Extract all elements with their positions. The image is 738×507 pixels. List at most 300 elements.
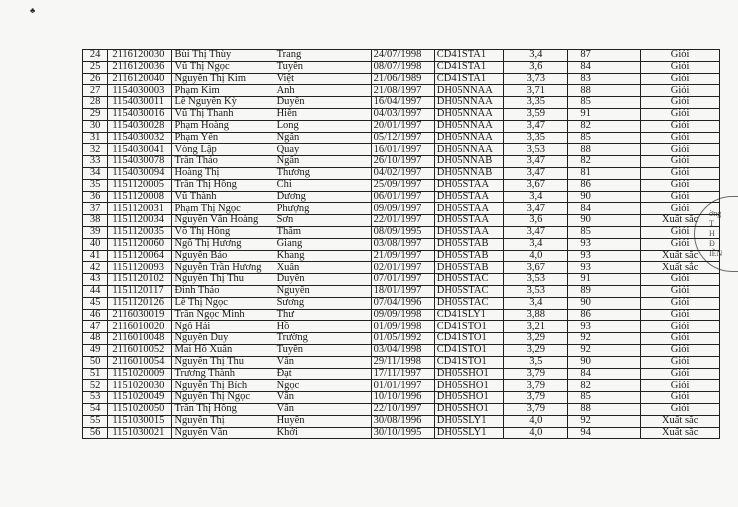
ranking-cell: Giỏi <box>641 108 720 120</box>
table-row <box>83 368 720 380</box>
date-of-birth-cell: 20/01/1997 <box>371 120 434 132</box>
student-id-cell: 1151120035 <box>108 226 172 238</box>
last-middle-name-cell: Vũ Thị Ngọc <box>172 61 275 73</box>
conduct-score-cell: 85 <box>568 132 641 144</box>
last-middle-name-cell: Lê Nguyễn Kỳ <box>172 97 275 109</box>
stamp-line: IỀN <box>709 249 723 258</box>
class-code-cell: DH05SLY1 <box>434 415 504 427</box>
class-code-cell: DH05STAA <box>434 179 504 191</box>
ranking-cell: Giỏi <box>641 85 720 97</box>
table-row <box>83 309 720 321</box>
table-row <box>83 108 720 120</box>
last-middle-name-cell: Nguyễn Thị Kim <box>172 73 275 85</box>
student-id-cell: 1151120102 <box>108 274 172 286</box>
table-row <box>83 156 720 168</box>
conduct-score-cell: 90 <box>568 215 641 227</box>
first-name-cell: Ngân <box>275 132 372 144</box>
gpa-cell: 3,79 <box>504 392 568 404</box>
conduct-score-cell: 88 <box>568 403 641 415</box>
class-code-cell: CD41STA1 <box>434 73 504 85</box>
gpa-cell: 3,67 <box>504 262 568 274</box>
first-name-cell: Đạt <box>275 368 372 380</box>
gpa-cell: 3,88 <box>504 309 568 321</box>
gpa-cell: 3,59 <box>504 108 568 120</box>
gpa-cell: 3,47 <box>504 203 568 215</box>
student-id-cell: 2116120040 <box>108 73 172 85</box>
ranking-cell: Giỏi <box>641 297 720 309</box>
first-name-cell: Anh <box>275 85 372 97</box>
table-row <box>83 238 720 250</box>
date-of-birth-cell: 04/02/1997 <box>371 167 434 179</box>
table-row <box>83 50 720 62</box>
class-code-cell: DH05NNAB <box>434 167 504 179</box>
row-number-cell: 49 <box>83 344 108 356</box>
ranking-cell: Giỏi <box>641 203 720 215</box>
ranking-cell: Giỏi <box>641 144 720 156</box>
table-row <box>83 144 720 156</box>
gpa-cell: 3,53 <box>504 144 568 156</box>
row-number-cell: 33 <box>83 156 108 168</box>
gpa-cell: 3,5 <box>504 356 568 368</box>
ranking-cell: Giỏi <box>641 50 720 62</box>
first-name-cell: Dương <box>275 191 372 203</box>
date-of-birth-cell: 09/09/1997 <box>371 203 434 215</box>
row-number-cell: 50 <box>83 356 108 368</box>
date-of-birth-cell: 08/07/1998 <box>371 61 434 73</box>
gpa-cell: 3,47 <box>504 156 568 168</box>
table-row <box>83 344 720 356</box>
student-id-cell: 1154030032 <box>108 132 172 144</box>
first-name-cell: Vân <box>275 356 372 368</box>
student-id-cell: 1154030094 <box>108 167 172 179</box>
row-number-cell: 36 <box>83 191 108 203</box>
first-name-cell: Sương <box>275 297 372 309</box>
table-row <box>83 97 720 109</box>
date-of-birth-cell: 26/10/1997 <box>371 156 434 168</box>
date-of-birth-cell: 22/01/1997 <box>371 215 434 227</box>
date-of-birth-cell: 25/09/1997 <box>371 179 434 191</box>
gpa-cell: 4,0 <box>504 427 568 439</box>
class-code-cell: DH05SLY1 <box>434 427 504 439</box>
first-name-cell: Thắm <box>275 226 372 238</box>
conduct-score-cell: 83 <box>568 73 641 85</box>
class-code-cell: CD41STO1 <box>434 356 504 368</box>
first-name-cell: Sơn <box>275 215 372 227</box>
date-of-birth-cell: 10/10/1996 <box>371 392 434 404</box>
gpa-cell: 3,21 <box>504 321 568 333</box>
class-code-cell: DH05NNAB <box>434 156 504 168</box>
conduct-score-cell: 92 <box>568 344 641 356</box>
ranking-cell: Giỏi <box>641 120 720 132</box>
class-code-cell: DH05NNAA <box>434 120 504 132</box>
student-id-cell: 2116120036 <box>108 61 172 73</box>
table-row <box>83 380 720 392</box>
last-middle-name-cell: Vòng Lập <box>172 144 275 156</box>
date-of-birth-cell: 06/01/1997 <box>371 191 434 203</box>
first-name-cell: Trường <box>275 333 372 345</box>
first-name-cell: Khởi <box>275 427 372 439</box>
ranking-cell: Xuất sắc <box>641 415 720 427</box>
conduct-score-cell: 90 <box>568 297 641 309</box>
first-name-cell: Long <box>275 120 372 132</box>
row-number-cell: 53 <box>83 392 108 404</box>
gpa-cell: 3,79 <box>504 368 568 380</box>
conduct-score-cell: 86 <box>568 309 641 321</box>
table-row <box>83 215 720 227</box>
student-id-cell: 2116010054 <box>108 356 172 368</box>
row-number-cell: 43 <box>83 274 108 286</box>
ranking-cell: Giỏi <box>641 132 720 144</box>
table-row <box>83 321 720 333</box>
table-row <box>83 403 720 415</box>
class-code-cell: DH05SHO1 <box>434 403 504 415</box>
gpa-cell: 4,0 <box>504 250 568 262</box>
last-middle-name-cell: Trần Thị Hồng <box>172 403 275 415</box>
class-code-cell: CD41STO1 <box>434 333 504 345</box>
class-code-cell: DH05STAA <box>434 203 504 215</box>
table-row <box>83 392 720 404</box>
last-middle-name-cell: Phạm Yến <box>172 132 275 144</box>
table-row <box>83 427 720 439</box>
student-id-cell: 1154030028 <box>108 120 172 132</box>
first-name-cell: Khang <box>275 250 372 262</box>
gpa-cell: 3,73 <box>504 73 568 85</box>
class-code-cell: DH05STAA <box>434 191 504 203</box>
date-of-birth-cell: 08/09/1995 <box>371 226 434 238</box>
student-id-cell: 1154030041 <box>108 144 172 156</box>
last-middle-name-cell: Lê Thị Ngọc <box>172 297 275 309</box>
last-middle-name-cell: Ngô Hải <box>172 321 275 333</box>
class-code-cell: DH05NNAA <box>434 144 504 156</box>
gpa-cell: 4,0 <box>504 415 568 427</box>
ranking-cell: Giỏi <box>641 392 720 404</box>
student-id-cell: 1151020030 <box>108 380 172 392</box>
row-number-cell: 40 <box>83 238 108 250</box>
class-code-cell: DH05NNAA <box>434 132 504 144</box>
class-code-cell: DH05STAB <box>434 262 504 274</box>
first-name-cell: Duyên <box>275 274 372 286</box>
ranking-cell: Xuất sắc <box>641 250 720 262</box>
ranking-cell: Xuất sắc <box>641 427 720 439</box>
date-of-birth-cell: 21/08/1997 <box>371 85 434 97</box>
row-number-cell: 45 <box>83 297 108 309</box>
gpa-cell: 3,79 <box>504 403 568 415</box>
last-middle-name-cell: Hoàng Thị <box>172 167 275 179</box>
first-name-cell: Thư <box>275 309 372 321</box>
gpa-cell: 3,79 <box>504 380 568 392</box>
row-number-cell: 56 <box>83 427 108 439</box>
row-number-cell: 31 <box>83 132 108 144</box>
class-code-cell: DH05SHO1 <box>434 380 504 392</box>
first-name-cell: Ngọc <box>275 380 372 392</box>
class-code-cell: DH05STAA <box>434 215 504 227</box>
last-middle-name-cell: Võ Thị Hồng <box>172 226 275 238</box>
gpa-cell: 3,29 <box>504 344 568 356</box>
last-middle-name-cell: Đinh Thảo <box>172 285 275 297</box>
first-name-cell: Việt <box>275 73 372 85</box>
gpa-cell: 3,6 <box>504 215 568 227</box>
gpa-cell: 3,4 <box>504 297 568 309</box>
last-middle-name-cell: Nguyễn Duy <box>172 333 275 345</box>
table-row <box>83 73 720 85</box>
stamp-line: Đ <box>709 239 715 248</box>
class-code-cell: DH05NNAA <box>434 97 504 109</box>
first-name-cell: Hiền <box>275 108 372 120</box>
ranking-cell: Giỏi <box>641 356 720 368</box>
ranking-cell: Giỏi <box>641 403 720 415</box>
row-number-cell: 48 <box>83 333 108 345</box>
date-of-birth-cell: 03/04/1998 <box>371 344 434 356</box>
conduct-score-cell: 82 <box>568 156 641 168</box>
table-row <box>83 203 720 215</box>
last-middle-name-cell: Bùi Thị Thùy <box>172 50 275 62</box>
student-id-cell: 1151120117 <box>108 285 172 297</box>
last-middle-name-cell: Mai Hồ Xuân <box>172 344 275 356</box>
gpa-cell: 3,67 <box>504 179 568 191</box>
table-row <box>83 191 720 203</box>
student-id-cell: 1151120034 <box>108 215 172 227</box>
stamp-line: ờng <box>709 209 722 218</box>
row-number-cell: 34 <box>83 167 108 179</box>
student-id-cell: 1151020009 <box>108 368 172 380</box>
first-name-cell: Quay <box>275 144 372 156</box>
student-id-cell: 1154030003 <box>108 85 172 97</box>
last-middle-name-cell: Nguyễn Thị <box>172 415 275 427</box>
row-number-cell: 42 <box>83 262 108 274</box>
table-row <box>83 61 720 73</box>
last-middle-name-cell: Nguyễn Thị Ngọc <box>172 392 275 404</box>
ranking-cell: Giỏi <box>641 344 720 356</box>
student-id-cell: 2116010052 <box>108 344 172 356</box>
conduct-score-cell: 87 <box>568 50 641 62</box>
student-id-cell: 1151120093 <box>108 262 172 274</box>
date-of-birth-cell: 07/01/1997 <box>371 274 434 286</box>
conduct-score-cell: 89 <box>568 285 641 297</box>
last-middle-name-cell: Nguyễn Thị Thu <box>172 356 275 368</box>
table-row <box>83 333 720 345</box>
first-name-cell: Ngân <box>275 156 372 168</box>
ranking-cell: Giỏi <box>641 191 720 203</box>
class-code-cell: DH05STAB <box>434 238 504 250</box>
gpa-cell: 3,53 <box>504 285 568 297</box>
last-middle-name-cell: Ngô Thị Hương <box>172 238 275 250</box>
date-of-birth-cell: 03/08/1997 <box>371 238 434 250</box>
date-of-birth-cell: 30/08/1996 <box>371 415 434 427</box>
first-name-cell: Vân <box>275 392 372 404</box>
conduct-score-cell: 82 <box>568 380 641 392</box>
first-name-cell: Phượng <box>275 203 372 215</box>
table-row <box>83 285 720 297</box>
first-name-cell: Duyên <box>275 97 372 109</box>
ranking-cell: Xuất sắc <box>641 215 720 227</box>
conduct-score-cell: 85 <box>568 392 641 404</box>
class-code-cell: CD41STA1 <box>434 50 504 62</box>
row-number-cell: 29 <box>83 108 108 120</box>
gpa-cell: 3,35 <box>504 97 568 109</box>
first-name-cell: Giang <box>275 238 372 250</box>
gpa-cell: 3,47 <box>504 226 568 238</box>
date-of-birth-cell: 17/11/1997 <box>371 368 434 380</box>
student-id-cell: 1154030011 <box>108 97 172 109</box>
conduct-score-cell: 81 <box>568 167 641 179</box>
corner-mark: ♣ <box>30 6 36 15</box>
ranking-cell: Giỏi <box>641 309 720 321</box>
gpa-cell: 3,6 <box>504 61 568 73</box>
table-row <box>83 415 720 427</box>
date-of-birth-cell: 16/01/1997 <box>371 144 434 156</box>
first-name-cell: Tuyền <box>275 61 372 73</box>
ranking-cell: Giỏi <box>641 97 720 109</box>
conduct-score-cell: 85 <box>568 97 641 109</box>
date-of-birth-cell: 02/01/1997 <box>371 262 434 274</box>
row-number-cell: 54 <box>83 403 108 415</box>
ranking-cell: Giỏi <box>641 226 720 238</box>
gpa-cell: 3,47 <box>504 167 568 179</box>
first-name-cell: Trang <box>275 50 372 62</box>
student-id-cell: 1151030021 <box>108 427 172 439</box>
last-middle-name-cell: Phạm Thị Ngọc <box>172 203 275 215</box>
ranking-cell: Giỏi <box>641 368 720 380</box>
student-id-cell: 1151020050 <box>108 403 172 415</box>
row-number-cell: 46 <box>83 309 108 321</box>
date-of-birth-cell: 05/12/1997 <box>371 132 434 144</box>
table-row <box>83 356 720 368</box>
row-number-cell: 25 <box>83 61 108 73</box>
date-of-birth-cell: 01/01/1997 <box>371 380 434 392</box>
gpa-cell: 3,35 <box>504 132 568 144</box>
date-of-birth-cell: 24/07/1998 <box>371 50 434 62</box>
row-number-cell: 55 <box>83 415 108 427</box>
student-id-cell: 2116010048 <box>108 333 172 345</box>
conduct-score-cell: 84 <box>568 203 641 215</box>
conduct-score-cell: 90 <box>568 356 641 368</box>
conduct-score-cell: 86 <box>568 179 641 191</box>
conduct-score-cell: 92 <box>568 415 641 427</box>
row-number-cell: 44 <box>83 285 108 297</box>
class-code-cell: DH05STAC <box>434 297 504 309</box>
last-middle-name-cell: Nguyễn Bảo <box>172 250 275 262</box>
table-row <box>83 297 720 309</box>
conduct-score-cell: 85 <box>568 226 641 238</box>
conduct-score-cell: 91 <box>568 274 641 286</box>
conduct-score-cell: 84 <box>568 61 641 73</box>
class-code-cell: DH05STAC <box>434 285 504 297</box>
row-number-cell: 39 <box>83 226 108 238</box>
first-name-cell: Huyền <box>275 415 372 427</box>
gpa-cell: 3,47 <box>504 120 568 132</box>
conduct-score-cell: 82 <box>568 120 641 132</box>
date-of-birth-cell: 04/03/1997 <box>371 108 434 120</box>
last-middle-name-cell: Nguyễn Văn Hoàng <box>172 215 275 227</box>
ranking-cell: Giỏi <box>641 179 720 191</box>
student-id-cell: 2116120030 <box>108 50 172 62</box>
row-number-cell: 47 <box>83 321 108 333</box>
class-code-cell: DH05SHO1 <box>434 392 504 404</box>
class-code-cell: DH05STAA <box>434 226 504 238</box>
table-row <box>83 262 720 274</box>
student-id-cell: 1151120031 <box>108 203 172 215</box>
class-code-cell: DH05NNAA <box>434 85 504 97</box>
table-row <box>83 250 720 262</box>
ranking-cell: Xuất sắc <box>641 262 720 274</box>
row-number-cell: 30 <box>83 120 108 132</box>
class-code-cell: CD41STO1 <box>434 321 504 333</box>
conduct-score-cell: 90 <box>568 191 641 203</box>
last-middle-name-cell: Phạm Kim <box>172 85 275 97</box>
table-row <box>83 179 720 191</box>
student-id-cell: 1151120064 <box>108 250 172 262</box>
row-number-cell: 38 <box>83 215 108 227</box>
student-id-cell: 1151120060 <box>108 238 172 250</box>
row-number-cell: 24 <box>83 50 108 62</box>
last-middle-name-cell: Phạm Hoàng <box>172 120 275 132</box>
student-id-cell: 1151120008 <box>108 191 172 203</box>
date-of-birth-cell: 16/04/1997 <box>371 97 434 109</box>
first-name-cell: Thương <box>275 167 372 179</box>
row-number-cell: 27 <box>83 85 108 97</box>
conduct-score-cell: 93 <box>568 262 641 274</box>
student-id-cell: 1151030015 <box>108 415 172 427</box>
row-number-cell: 35 <box>83 179 108 191</box>
last-middle-name-cell: Vũ Thị Thanh <box>172 108 275 120</box>
student-id-cell: 2116010020 <box>108 321 172 333</box>
first-name-cell: Vân <box>275 403 372 415</box>
student-id-cell: 1154030078 <box>108 156 172 168</box>
student-id-cell: 2116030019 <box>108 309 172 321</box>
last-middle-name-cell: Trần Ngọc Minh <box>172 309 275 321</box>
date-of-birth-cell: 01/05/1992 <box>371 333 434 345</box>
gpa-cell: 3,4 <box>504 191 568 203</box>
table-row <box>83 167 720 179</box>
row-number-cell: 52 <box>83 380 108 392</box>
stamp-line: H <box>709 229 715 238</box>
conduct-score-cell: 92 <box>568 333 641 345</box>
date-of-birth-cell: 18/01/1997 <box>371 285 434 297</box>
first-name-cell: Xuân <box>275 262 372 274</box>
gpa-cell: 3,53 <box>504 274 568 286</box>
table-body <box>83 50 720 439</box>
student-ranking-table <box>82 49 720 439</box>
class-code-cell: DH05NNAA <box>434 108 504 120</box>
class-code-cell: CD41STA1 <box>434 61 504 73</box>
conduct-score-cell: 91 <box>568 108 641 120</box>
last-middle-name-cell: Nguyễn Trần Hương <box>172 262 275 274</box>
row-number-cell: 26 <box>83 73 108 85</box>
first-name-cell: Nguyên <box>275 285 372 297</box>
row-number-cell: 28 <box>83 97 108 109</box>
stamp-line: T <box>709 219 714 228</box>
ranking-cell: Giỏi <box>641 321 720 333</box>
table-row <box>83 85 720 97</box>
class-code-cell: DH05STAB <box>434 250 504 262</box>
gpa-cell: 3,4 <box>504 238 568 250</box>
table-row <box>83 226 720 238</box>
class-code-cell: CD41STO1 <box>434 344 504 356</box>
student-id-cell: 1154030016 <box>108 108 172 120</box>
table-row <box>83 132 720 144</box>
row-number-cell: 32 <box>83 144 108 156</box>
conduct-score-cell: 93 <box>568 250 641 262</box>
class-code-cell: CD41SLY1 <box>434 309 504 321</box>
ranking-cell: Giỏi <box>641 285 720 297</box>
first-name-cell: Tuyền <box>275 344 372 356</box>
class-code-cell: DH05SHO1 <box>434 368 504 380</box>
table-row <box>83 120 720 132</box>
date-of-birth-cell: 07/04/1996 <box>371 297 434 309</box>
row-number-cell: 37 <box>83 203 108 215</box>
row-number-cell: 41 <box>83 250 108 262</box>
gpa-cell: 3,29 <box>504 333 568 345</box>
